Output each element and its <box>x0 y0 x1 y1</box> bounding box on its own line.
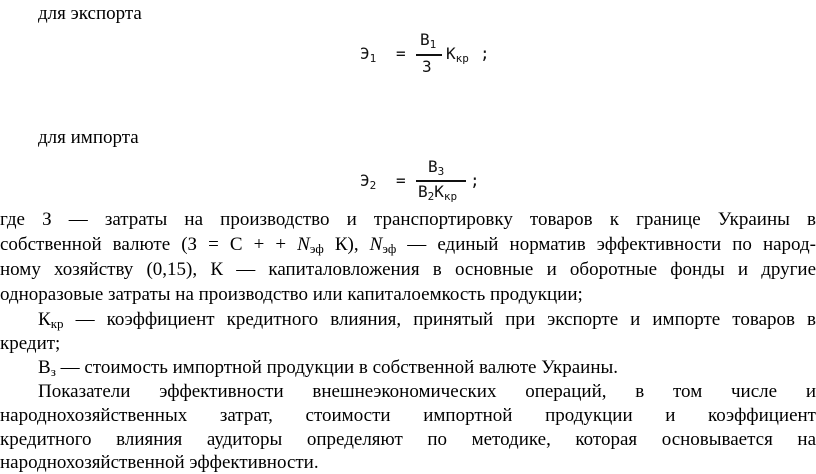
formula1-factor: $К_{кр}$ <box>446 44 469 65</box>
para4-line2: народнохозяйственных затрат, стоимости импортной продукции и коэффициент <box>0 405 816 426</box>
formula-import <box>360 152 520 202</box>
formula1-numerator: $В_1$ <box>420 30 437 51</box>
para4-line3: кредитного влияния аудиторы определяют по методике, которая основывается на <box>0 429 816 450</box>
para1-line2: собственной валюте (З = С + + $N_{эф}$ К), $N_{эф}$ — единый норматив эффективности по народ- <box>0 234 816 256</box>
formula1-eq: = <box>396 44 406 63</box>
para1-line4: одноразовые затраты на производство или капиталоемкость продукции; <box>0 284 583 305</box>
heading-import: для импорта <box>38 127 139 148</box>
formula1-lhs: $Э_1$ <box>360 44 377 65</box>
para1-line3: ному хозяйству (0,15), К — капиталовложения в основные и оборотные фонды и другие <box>0 259 816 280</box>
para2-line2: кредит; <box>0 333 61 354</box>
formula-export <box>360 30 520 80</box>
formula2-denominator: $В_2К_{кр}$ <box>418 182 458 203</box>
formula1-semicolon: ; <box>480 44 490 63</box>
formula1-denominator: З <box>422 57 432 76</box>
formula1-fraction-bar <box>416 54 442 56</box>
formula2-semicolon: ; <box>470 171 480 190</box>
para1-line1: где З — затраты на производство и транспортировку товаров к границе Украины в <box>0 209 816 230</box>
para2-line1: $К_{кр}$ — коэффициент кредитного влияния, принятый при экспорте и импорте товаров в <box>38 309 816 331</box>
formula2-eq: = <box>396 171 406 190</box>
para3-line1: $В_з$ — стоимость импортной продукции в собственной валюте Украины. <box>38 357 619 379</box>
formula2-numerator: $В_3$ <box>428 157 445 178</box>
heading-export: для экспорта <box>38 3 142 24</box>
para4-line1: Показатели эффективности внешнеэкономических операций, в том числе и <box>38 381 816 402</box>
formula2-lhs: $Э_2$ <box>360 171 377 192</box>
para4-line4: народнохозяйственной эффективности. <box>0 452 319 473</box>
